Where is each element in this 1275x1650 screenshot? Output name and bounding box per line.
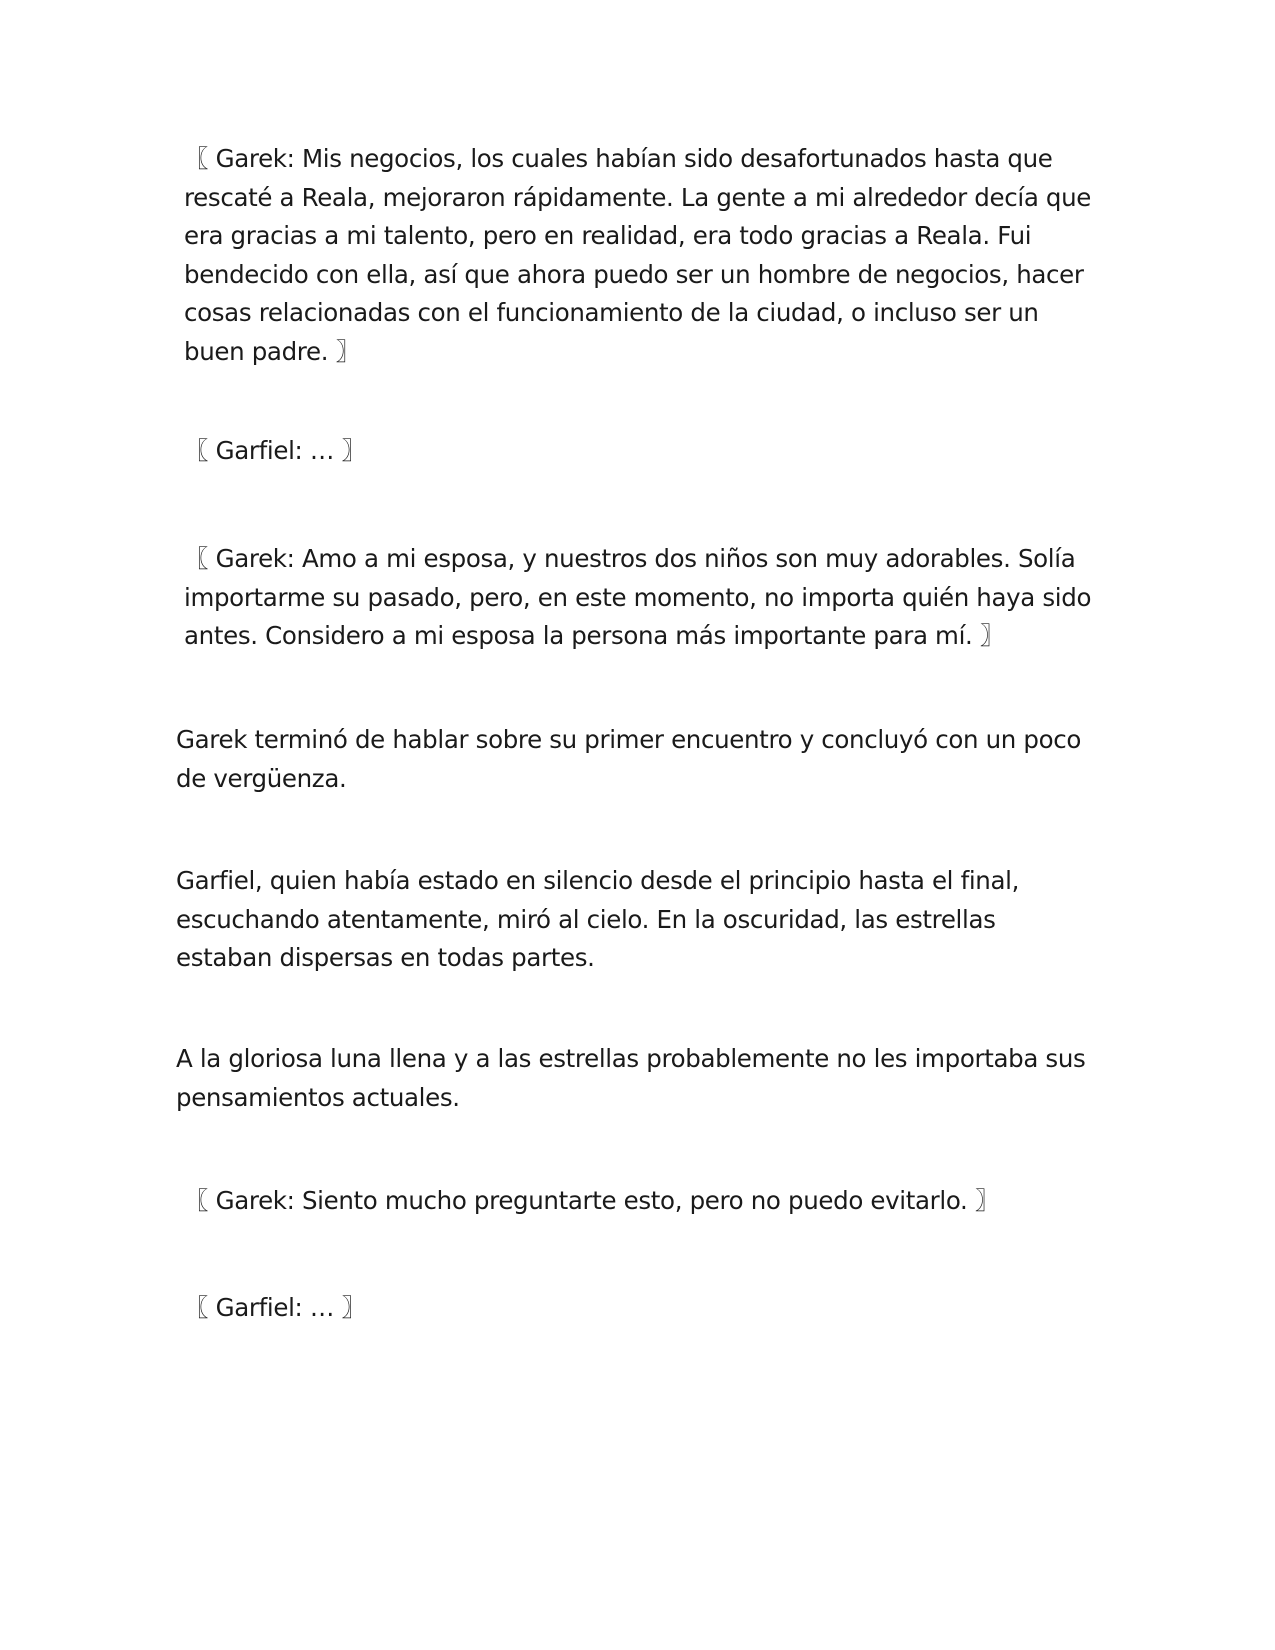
paragraph-garfiel-sky: Garfiel, quien había estado en silencio desde el principio hasta el final, escuchando atentamente, miró al cielo. En la oscuridad, las estrellas estaban dispersas en todas partes. bbox=[176, 866, 1020, 972]
paragraph-garek-finished: Garek terminó de hablar sobre su primer encuentro y concluyó con un poco de vergüenza. bbox=[176, 725, 1081, 793]
paragraph-garek-wife: 〖 Garek: Amo a mi esposa, y nuestros dos niños son muy adorables. Solía importarme su pasado, pero, en este momento, no importa quién haya sido antes. Considero a mi esposa la persona más importante para mí. 〗 bbox=[184, 544, 1092, 650]
paragraph-garfiel-silence-1: 〖 Garfiel: … 〗 bbox=[184, 436, 366, 465]
paragraph-garek-sorry: 〖 Garek: Siento mucho preguntarte esto, pero no puedo evitarlo. 〗 bbox=[184, 1186, 1000, 1215]
paragraph-garfiel-silence-2: 〖 Garfiel: … 〗 bbox=[184, 1293, 366, 1322]
paragraph-garek-business: 〖 Garek: Mis negocios, los cuales habían sido desafortunados hasta que rescaté a Reala, mejoraron rápidamente. La gente a mi alrededor decía que era gracias a mi talento, pero en realidad, era todo gracias a Reala. Fui bendecido con ella, así que ahora puedo ser un hombre de negocios, hacer cosas relacionadas con el funcionamiento de la ciudad, o incluso ser un buen padre. 〗 bbox=[184, 144, 1092, 366]
paragraph-moon-stars: A la gloriosa luna llena y a las estrellas probablemente no les importaba sus pensamientos actuales. bbox=[176, 1044, 1086, 1112]
